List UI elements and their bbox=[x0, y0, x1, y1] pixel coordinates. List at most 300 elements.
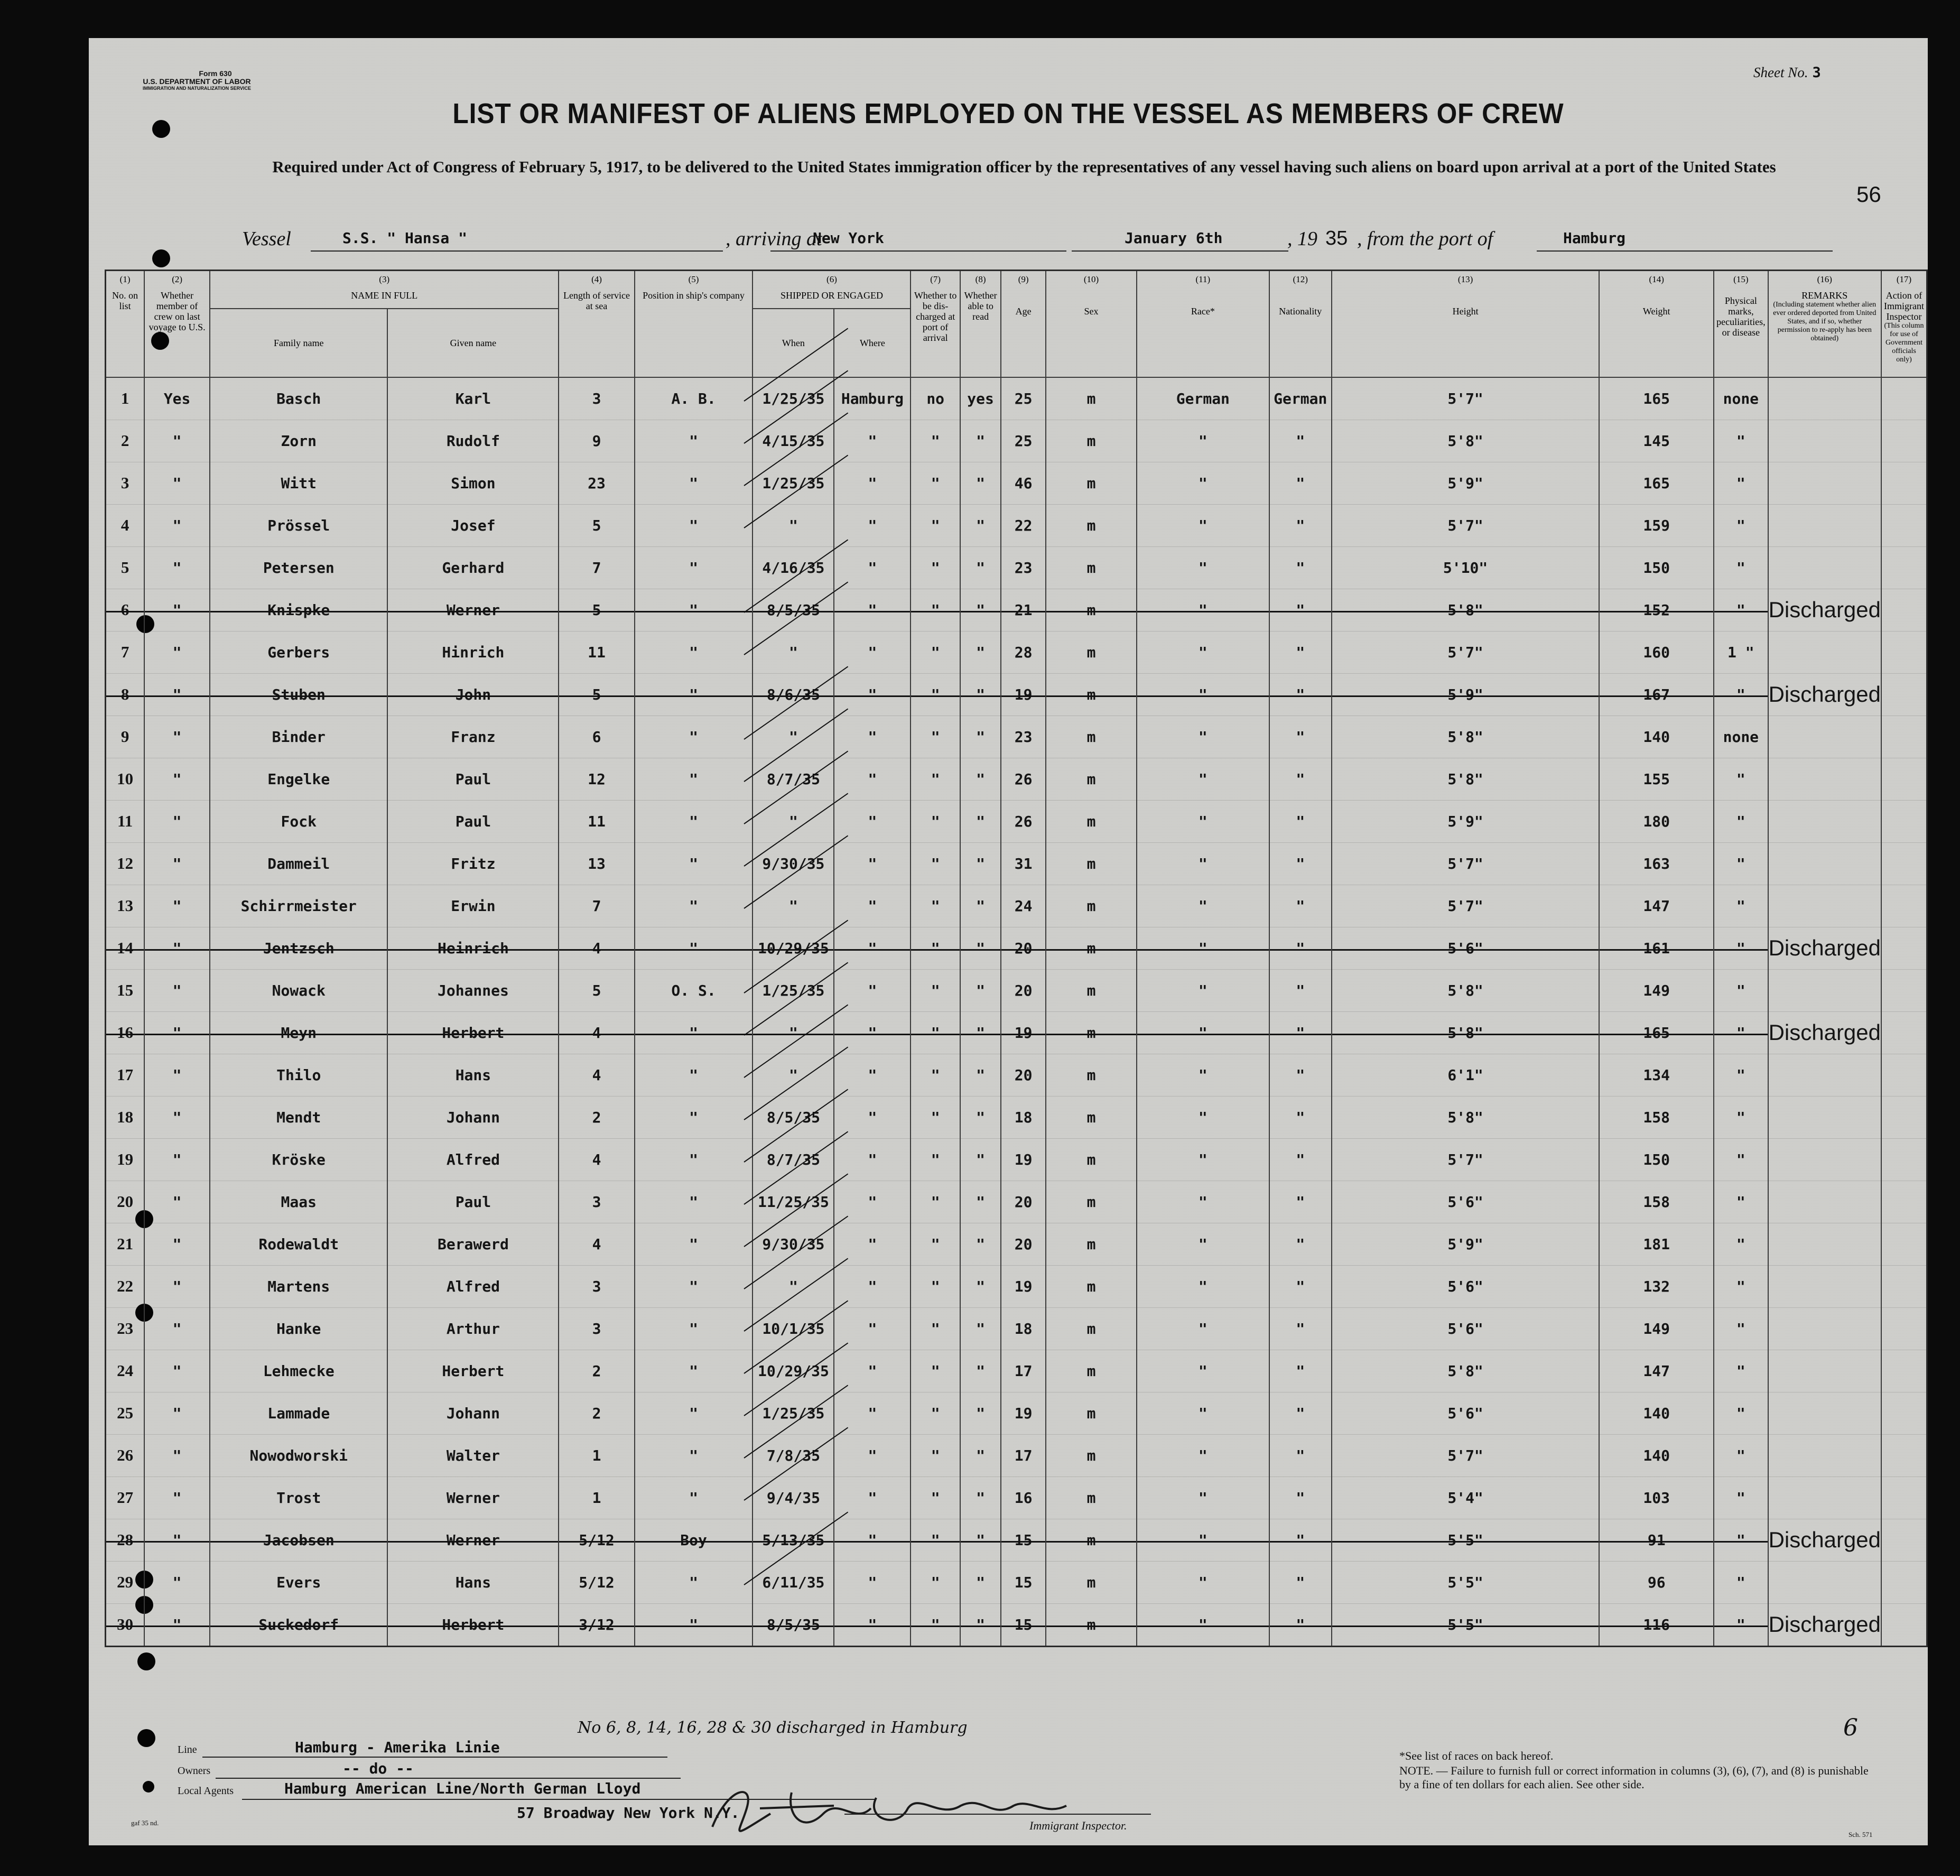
sex-cell: m bbox=[1046, 631, 1137, 673]
col-num: (6) bbox=[826, 274, 837, 284]
nationality-cell: " bbox=[1269, 504, 1332, 546]
weight-cell: 134 bbox=[1599, 1054, 1714, 1096]
discharged-cell: " bbox=[911, 842, 960, 885]
nationality-cell: " bbox=[1269, 1561, 1332, 1603]
shipped-where-cell: " bbox=[834, 589, 911, 631]
physical-marks-cell: " bbox=[1714, 1265, 1768, 1307]
schedule-mark: Sch. 571 bbox=[1848, 1831, 1873, 1838]
row-number: 6 bbox=[106, 589, 145, 631]
form-number: Form 630 bbox=[199, 69, 232, 78]
physical-marks-cell: " bbox=[1714, 1096, 1768, 1138]
row-number: 21 bbox=[106, 1223, 145, 1265]
shipped-where-cell: " bbox=[834, 1603, 911, 1646]
printer-mark: gaf 35 nd. bbox=[131, 1819, 159, 1827]
position-cell: " bbox=[635, 1138, 753, 1181]
remarks-cell bbox=[1768, 716, 1881, 758]
shipped-when-cell: 8/5/35 bbox=[753, 1603, 834, 1646]
family-name-cell: Zorn bbox=[210, 420, 387, 462]
remarks-cell bbox=[1768, 1434, 1881, 1476]
discharged-cell: " bbox=[911, 589, 960, 631]
page-number: 56 bbox=[1856, 182, 1881, 207]
shipped-where-cell: " bbox=[834, 462, 911, 504]
shipped-where-cell: " bbox=[834, 1561, 911, 1603]
col-num: (8) bbox=[975, 274, 986, 284]
discharged-cell: " bbox=[911, 546, 960, 589]
physical-marks-cell: " bbox=[1714, 1138, 1768, 1181]
family-name-cell: Witt bbox=[210, 462, 387, 504]
age-cell: 15 bbox=[1001, 1603, 1046, 1646]
shipped-where-cell: " bbox=[834, 800, 911, 842]
weight-cell: 181 bbox=[1599, 1223, 1714, 1265]
table-row bbox=[106, 1434, 1927, 1476]
physical-marks-cell: " bbox=[1714, 1561, 1768, 1603]
shipped-where-cell: " bbox=[834, 1476, 911, 1519]
family-name-cell: Nowack bbox=[210, 969, 387, 1011]
race-cell: " bbox=[1137, 1476, 1269, 1519]
physical-marks-cell: " bbox=[1714, 1392, 1768, 1434]
nationality-cell: " bbox=[1269, 1138, 1332, 1181]
able-to-read-cell: " bbox=[960, 631, 1001, 673]
col-header-when: When bbox=[753, 309, 834, 377]
col-num: (9) bbox=[1018, 274, 1029, 284]
physical-marks-cell: " bbox=[1714, 1181, 1768, 1223]
sex-cell: m bbox=[1046, 1350, 1137, 1392]
nationality-cell: " bbox=[1269, 1223, 1332, 1265]
punch-hole bbox=[137, 1652, 155, 1670]
family-name-cell: Schirrmeister bbox=[210, 885, 387, 927]
sex-cell: m bbox=[1046, 504, 1137, 546]
service-cell: 5 bbox=[559, 504, 634, 546]
col-header-age: Age bbox=[1015, 306, 1032, 317]
given-name-cell: Alfred bbox=[387, 1265, 559, 1307]
table-header bbox=[106, 271, 1927, 377]
shipped-when-cell: " bbox=[753, 631, 834, 673]
age-cell: 19 bbox=[1001, 1011, 1046, 1054]
shipped-when-cell: 7/8/35 bbox=[753, 1434, 834, 1476]
nationality-cell: " bbox=[1269, 1307, 1332, 1350]
shipped-when-cell: 4/16/35 bbox=[753, 546, 834, 589]
inspector-action-cell bbox=[1881, 1476, 1927, 1519]
last-voyage-cell: " bbox=[144, 1265, 210, 1307]
discharged-cell: " bbox=[911, 673, 960, 716]
sex-cell: m bbox=[1046, 758, 1137, 800]
weight-cell: 91 bbox=[1599, 1519, 1714, 1561]
last-voyage-cell: " bbox=[144, 1138, 210, 1181]
height-cell: 5'7" bbox=[1332, 631, 1599, 673]
inspector-action-cell bbox=[1881, 420, 1927, 462]
height-cell: 5'8" bbox=[1332, 589, 1599, 631]
discharged-cell: " bbox=[911, 1265, 960, 1307]
sex-cell: m bbox=[1046, 885, 1137, 927]
nationality-cell: " bbox=[1269, 758, 1332, 800]
shipped-when-cell: 10/29/35 bbox=[753, 1350, 834, 1392]
weight-cell: 96 bbox=[1599, 1561, 1714, 1603]
inspector-action-cell bbox=[1881, 758, 1927, 800]
last-voyage-cell: " bbox=[144, 1054, 210, 1096]
able-to-read-cell: " bbox=[960, 1434, 1001, 1476]
col-header-remarks: REMARKS bbox=[1801, 290, 1848, 301]
table-row bbox=[106, 800, 1927, 842]
inspector-action-cell bbox=[1881, 1307, 1927, 1350]
col-header-shipped: SHIPPED OR ENGAGED bbox=[780, 290, 883, 301]
service-cell: 5/12 bbox=[559, 1561, 634, 1603]
family-name-cell: Dammeil bbox=[210, 842, 387, 885]
race-cell: " bbox=[1137, 1350, 1269, 1392]
inspector-action-cell bbox=[1881, 1138, 1927, 1181]
able-to-read-cell: " bbox=[960, 716, 1001, 758]
nationality-cell: " bbox=[1269, 420, 1332, 462]
row-number: 14 bbox=[106, 927, 145, 969]
last-voyage-cell: " bbox=[144, 1392, 210, 1434]
physical-marks-cell: " bbox=[1714, 1350, 1768, 1392]
physical-marks-cell: " bbox=[1714, 504, 1768, 546]
race-cell: " bbox=[1137, 1392, 1269, 1434]
able-to-read-cell: " bbox=[960, 758, 1001, 800]
shipped-when-cell: 1/25/35 bbox=[753, 377, 834, 420]
table-row bbox=[106, 842, 1927, 885]
arrival-port: New York bbox=[813, 229, 884, 247]
sex-cell: m bbox=[1046, 377, 1137, 420]
physical-marks-cell: " bbox=[1714, 1603, 1768, 1646]
given-name-cell: Hans bbox=[387, 1054, 559, 1096]
height-cell: 5'4" bbox=[1332, 1476, 1599, 1519]
able-to-read-cell: " bbox=[960, 1350, 1001, 1392]
table-row bbox=[106, 969, 1927, 1011]
weight-cell: 103 bbox=[1599, 1476, 1714, 1519]
service-cell: 4 bbox=[559, 1138, 634, 1181]
physical-marks-cell: " bbox=[1714, 842, 1768, 885]
position-cell: " bbox=[635, 1223, 753, 1265]
shipped-when-cell: " bbox=[753, 1265, 834, 1307]
remarks-cell: Discharged bbox=[1768, 673, 1881, 716]
height-cell: 5'9" bbox=[1332, 673, 1599, 716]
shipped-when-cell: " bbox=[753, 1054, 834, 1096]
weight-cell: 165 bbox=[1599, 377, 1714, 420]
nationality-cell: " bbox=[1269, 462, 1332, 504]
last-voyage-cell: " bbox=[144, 842, 210, 885]
race-cell: " bbox=[1137, 800, 1269, 842]
table-row bbox=[106, 631, 1927, 673]
service-cell: 9 bbox=[559, 420, 634, 462]
inspector-action-cell bbox=[1881, 1561, 1927, 1603]
service: IMMIGRATION AND NATURALIZATION SERVICE bbox=[143, 86, 251, 91]
discharged-cell: " bbox=[911, 716, 960, 758]
race-cell: " bbox=[1137, 589, 1269, 631]
shipped-when-cell: 10/1/35 bbox=[753, 1307, 834, 1350]
sex-cell: m bbox=[1046, 420, 1137, 462]
position-cell: " bbox=[635, 1096, 753, 1138]
col-header-where: Where bbox=[834, 309, 911, 377]
sex-cell: m bbox=[1046, 1561, 1137, 1603]
penalty-note: NOTE. — Failure to furnish full or correct information in columns (3), (6), (7), and (8) is punishable by a fine of ten dollars for each alien. See other side. bbox=[1399, 1764, 1869, 1791]
weight-cell: 180 bbox=[1599, 800, 1714, 842]
race-cell: " bbox=[1137, 1307, 1269, 1350]
last-voyage-cell: " bbox=[144, 1561, 210, 1603]
nationality-cell: " bbox=[1269, 1434, 1332, 1476]
row-number: 18 bbox=[106, 1096, 145, 1138]
family-name-cell: Basch bbox=[210, 377, 387, 420]
shipped-when-cell: 5/13/35 bbox=[753, 1519, 834, 1561]
col-num: (13) bbox=[1457, 274, 1473, 284]
family-name-cell: Stuben bbox=[210, 673, 387, 716]
position-cell: " bbox=[635, 1307, 753, 1350]
physical-marks-cell: " bbox=[1714, 1434, 1768, 1476]
col-header-remarks-note: (Including statement whether alien ever ordered deported from United States, and if so, whether permission to re-apply has been obtained) bbox=[1773, 301, 1877, 342]
shipped-where-cell: " bbox=[834, 1223, 911, 1265]
races-note: *See list of races on back hereof. bbox=[1399, 1749, 1554, 1762]
service-cell: 4 bbox=[559, 927, 634, 969]
discharged-cell: " bbox=[911, 1434, 960, 1476]
table-row bbox=[106, 1603, 1927, 1646]
remarks-cell bbox=[1768, 504, 1881, 546]
inspector-action-cell bbox=[1881, 1223, 1927, 1265]
weight-cell: 161 bbox=[1599, 927, 1714, 969]
position-cell: O. S. bbox=[635, 969, 753, 1011]
inspector-action-cell bbox=[1881, 716, 1927, 758]
given-name-cell: Herbert bbox=[387, 1350, 559, 1392]
nationality-cell: " bbox=[1269, 1392, 1332, 1434]
form-subtitle: Required under Act of Congress of February 5, 1917, to be delivered to the United States immigration officer by the representatives of any vessel having such aliens on board upon arrival at a port of the United States bbox=[272, 157, 1776, 176]
sex-cell: m bbox=[1046, 842, 1137, 885]
col-num: (5) bbox=[688, 274, 699, 284]
height-cell: 5'7" bbox=[1332, 1434, 1599, 1476]
col-header-position: Position in ship's company bbox=[643, 290, 745, 301]
discharged-cell: " bbox=[911, 1603, 960, 1646]
last-voyage-cell: " bbox=[144, 969, 210, 1011]
height-cell: 5'7" bbox=[1332, 377, 1599, 420]
nationality-cell: " bbox=[1269, 1476, 1332, 1519]
nationality-cell: " bbox=[1269, 885, 1332, 927]
discharged-cell: " bbox=[911, 1350, 960, 1392]
able-to-read-cell: " bbox=[960, 842, 1001, 885]
remarks-cell bbox=[1768, 377, 1881, 420]
discharged-cell: " bbox=[911, 1307, 960, 1350]
given-name-cell: Paul bbox=[387, 758, 559, 800]
physical-marks-cell: " bbox=[1714, 1011, 1768, 1054]
given-name-cell: Paul bbox=[387, 1181, 559, 1223]
physical-marks-cell: " bbox=[1714, 1307, 1768, 1350]
agents-value: Hamburg American Line/North German Lloyd bbox=[284, 1780, 641, 1797]
row-number: 20 bbox=[106, 1181, 145, 1223]
weight-cell: 147 bbox=[1599, 885, 1714, 927]
col-header-given: Given name bbox=[387, 309, 559, 377]
race-cell: " bbox=[1137, 758, 1269, 800]
shipped-when-cell: " bbox=[753, 504, 834, 546]
able-to-read-cell: " bbox=[960, 885, 1001, 927]
discharged-cell: " bbox=[911, 1054, 960, 1096]
service-cell: 7 bbox=[559, 885, 634, 927]
remarks-cell bbox=[1768, 462, 1881, 504]
remarks-cell bbox=[1768, 800, 1881, 842]
given-name-cell: Hinrich bbox=[387, 631, 559, 673]
sex-cell: m bbox=[1046, 1096, 1137, 1138]
sex-cell: m bbox=[1046, 1054, 1137, 1096]
shipped-when-cell: 1/25/35 bbox=[753, 462, 834, 504]
manifest-sheet bbox=[89, 38, 1928, 1845]
race-cell: " bbox=[1137, 1054, 1269, 1096]
service-cell: 4 bbox=[559, 1054, 634, 1096]
shipped-where-cell: " bbox=[834, 1307, 911, 1350]
race-cell: " bbox=[1137, 631, 1269, 673]
col-num: (14) bbox=[1649, 274, 1664, 284]
agents-label: Local Agents bbox=[178, 1785, 234, 1797]
shipped-where-cell: " bbox=[834, 758, 911, 800]
arrival-date: January 6th bbox=[1125, 229, 1223, 247]
remarks-cell: Discharged bbox=[1768, 1519, 1881, 1561]
shipped-when-cell: 6/11/35 bbox=[753, 1561, 834, 1603]
shipped-where-cell: " bbox=[834, 1434, 911, 1476]
race-cell: German bbox=[1137, 377, 1269, 420]
age-cell: 28 bbox=[1001, 631, 1046, 673]
race-cell: " bbox=[1137, 1223, 1269, 1265]
age-cell: 18 bbox=[1001, 1096, 1046, 1138]
age-cell: 17 bbox=[1001, 1434, 1046, 1476]
inspector-action-cell bbox=[1881, 800, 1927, 842]
col-num: (17) bbox=[1896, 274, 1912, 284]
inspector-label: Immigrant Inspector. bbox=[1029, 1819, 1127, 1832]
age-cell: 16 bbox=[1001, 1476, 1046, 1519]
service-cell: 3 bbox=[559, 1181, 634, 1223]
given-name-cell: Arthur bbox=[387, 1307, 559, 1350]
remarks-cell bbox=[1768, 546, 1881, 589]
able-to-read-cell: " bbox=[960, 1476, 1001, 1519]
discharged-cell: " bbox=[911, 1096, 960, 1138]
table-row bbox=[106, 1561, 1927, 1603]
inspector-action-cell bbox=[1881, 546, 1927, 589]
col-header-family: Family name bbox=[210, 309, 387, 377]
shipped-when-cell: 8/7/35 bbox=[753, 758, 834, 800]
nationality-cell: " bbox=[1269, 800, 1332, 842]
margin-mark: 6 bbox=[1843, 1714, 1858, 1741]
row-number: 27 bbox=[106, 1476, 145, 1519]
remarks-cell bbox=[1768, 420, 1881, 462]
shipped-when-cell: 1/25/35 bbox=[753, 969, 834, 1011]
service-cell: 3 bbox=[559, 377, 634, 420]
service-cell: 13 bbox=[559, 842, 634, 885]
last-voyage-cell: Yes bbox=[144, 377, 210, 420]
form-title: LIST OR MANIFEST OF ALIENS EMPLOYED ON THE VESSEL AS MEMBERS OF CREW bbox=[452, 98, 1564, 129]
row-number: 8 bbox=[106, 673, 145, 716]
age-cell: 18 bbox=[1001, 1307, 1046, 1350]
col-header-physical-marks: Physical marks, peculiarities, or disease bbox=[1716, 295, 1766, 338]
service-cell: 1 bbox=[559, 1434, 634, 1476]
race-cell: " bbox=[1137, 1138, 1269, 1181]
position-cell: " bbox=[635, 589, 753, 631]
remarks-cell bbox=[1768, 1476, 1881, 1519]
age-cell: 20 bbox=[1001, 1223, 1046, 1265]
weight-cell: 158 bbox=[1599, 1096, 1714, 1138]
table-row bbox=[106, 1519, 1927, 1561]
age-cell: 23 bbox=[1001, 716, 1046, 758]
col-num: (12) bbox=[1293, 274, 1308, 284]
position-cell: " bbox=[635, 716, 753, 758]
table-row bbox=[106, 462, 1927, 504]
service-cell: 6 bbox=[559, 716, 634, 758]
remarks-cell bbox=[1768, 758, 1881, 800]
physical-marks-cell: " bbox=[1714, 673, 1768, 716]
nationality-cell: " bbox=[1269, 546, 1332, 589]
age-cell: 20 bbox=[1001, 927, 1046, 969]
row-number: 11 bbox=[106, 800, 145, 842]
inspector-action-cell bbox=[1881, 631, 1927, 673]
shipped-when-cell: 8/7/35 bbox=[753, 1138, 834, 1181]
race-cell: " bbox=[1137, 885, 1269, 927]
age-cell: 19 bbox=[1001, 1138, 1046, 1181]
shipped-when-cell: 9/4/35 bbox=[753, 1476, 834, 1519]
able-to-read-cell: " bbox=[960, 1011, 1001, 1054]
table-row bbox=[106, 1265, 1927, 1307]
family-name-cell: Mendt bbox=[210, 1096, 387, 1138]
inspector-action-cell bbox=[1881, 1181, 1927, 1223]
remarks-cell bbox=[1768, 1138, 1881, 1181]
given-name-cell: Fritz bbox=[387, 842, 559, 885]
able-to-read-cell: " bbox=[960, 462, 1001, 504]
table-row bbox=[106, 1476, 1927, 1519]
table-row bbox=[106, 1138, 1927, 1181]
discharged-cell: " bbox=[911, 1392, 960, 1434]
col-num: (16) bbox=[1817, 274, 1832, 284]
able-to-read-cell: " bbox=[960, 1265, 1001, 1307]
service-cell: 5 bbox=[559, 673, 634, 716]
table-row bbox=[106, 1350, 1927, 1392]
remarks-cell bbox=[1768, 1181, 1881, 1223]
family-name-cell: Jacobsen bbox=[210, 1519, 387, 1561]
weight-cell: 163 bbox=[1599, 842, 1714, 885]
age-cell: 20 bbox=[1001, 969, 1046, 1011]
physical-marks-cell: " bbox=[1714, 1476, 1768, 1519]
family-name-cell: Fock bbox=[210, 800, 387, 842]
weight-cell: 145 bbox=[1599, 420, 1714, 462]
shipped-where-cell: " bbox=[834, 504, 911, 546]
age-cell: 19 bbox=[1001, 1265, 1046, 1307]
height-cell: 5'8" bbox=[1332, 716, 1599, 758]
position-cell: " bbox=[635, 800, 753, 842]
age-cell: 26 bbox=[1001, 800, 1046, 842]
service-cell: 12 bbox=[559, 758, 634, 800]
row-number: 29 bbox=[106, 1561, 145, 1603]
physical-marks-cell: " bbox=[1714, 589, 1768, 631]
discharged-cell: " bbox=[911, 1476, 960, 1519]
shipped-where-cell: " bbox=[834, 1519, 911, 1561]
inspector-action-cell bbox=[1881, 1519, 1927, 1561]
last-voyage-cell: " bbox=[144, 1223, 210, 1265]
height-cell: 5'5" bbox=[1332, 1603, 1599, 1646]
sex-cell: m bbox=[1046, 969, 1137, 1011]
shipped-when-cell: " bbox=[753, 885, 834, 927]
col-header-last-voyage: Whether member of crew on last voyage to U.S. bbox=[148, 290, 206, 332]
table-row bbox=[106, 1181, 1927, 1223]
last-voyage-cell: " bbox=[144, 716, 210, 758]
inspector-action-cell bbox=[1881, 1011, 1927, 1054]
weight-cell: 116 bbox=[1599, 1603, 1714, 1646]
race-cell: " bbox=[1137, 546, 1269, 589]
row-number: 10 bbox=[106, 758, 145, 800]
height-cell: 5'6" bbox=[1332, 1181, 1599, 1223]
race-cell: " bbox=[1137, 969, 1269, 1011]
nationality-cell: " bbox=[1269, 673, 1332, 716]
discharged-cell: " bbox=[911, 504, 960, 546]
inspector-action-cell bbox=[1881, 462, 1927, 504]
race-cell: " bbox=[1137, 420, 1269, 462]
family-name-cell: Suckedorf bbox=[210, 1603, 387, 1646]
nationality-cell: " bbox=[1269, 969, 1332, 1011]
col-header-sex: Sex bbox=[1084, 306, 1099, 317]
age-cell: 22 bbox=[1001, 504, 1046, 546]
sex-cell: m bbox=[1046, 1434, 1137, 1476]
shipped-when-cell: 10/29/35 bbox=[753, 927, 834, 969]
inspector-action-cell bbox=[1881, 1434, 1927, 1476]
col-header-name: NAME IN FULL bbox=[351, 290, 418, 301]
